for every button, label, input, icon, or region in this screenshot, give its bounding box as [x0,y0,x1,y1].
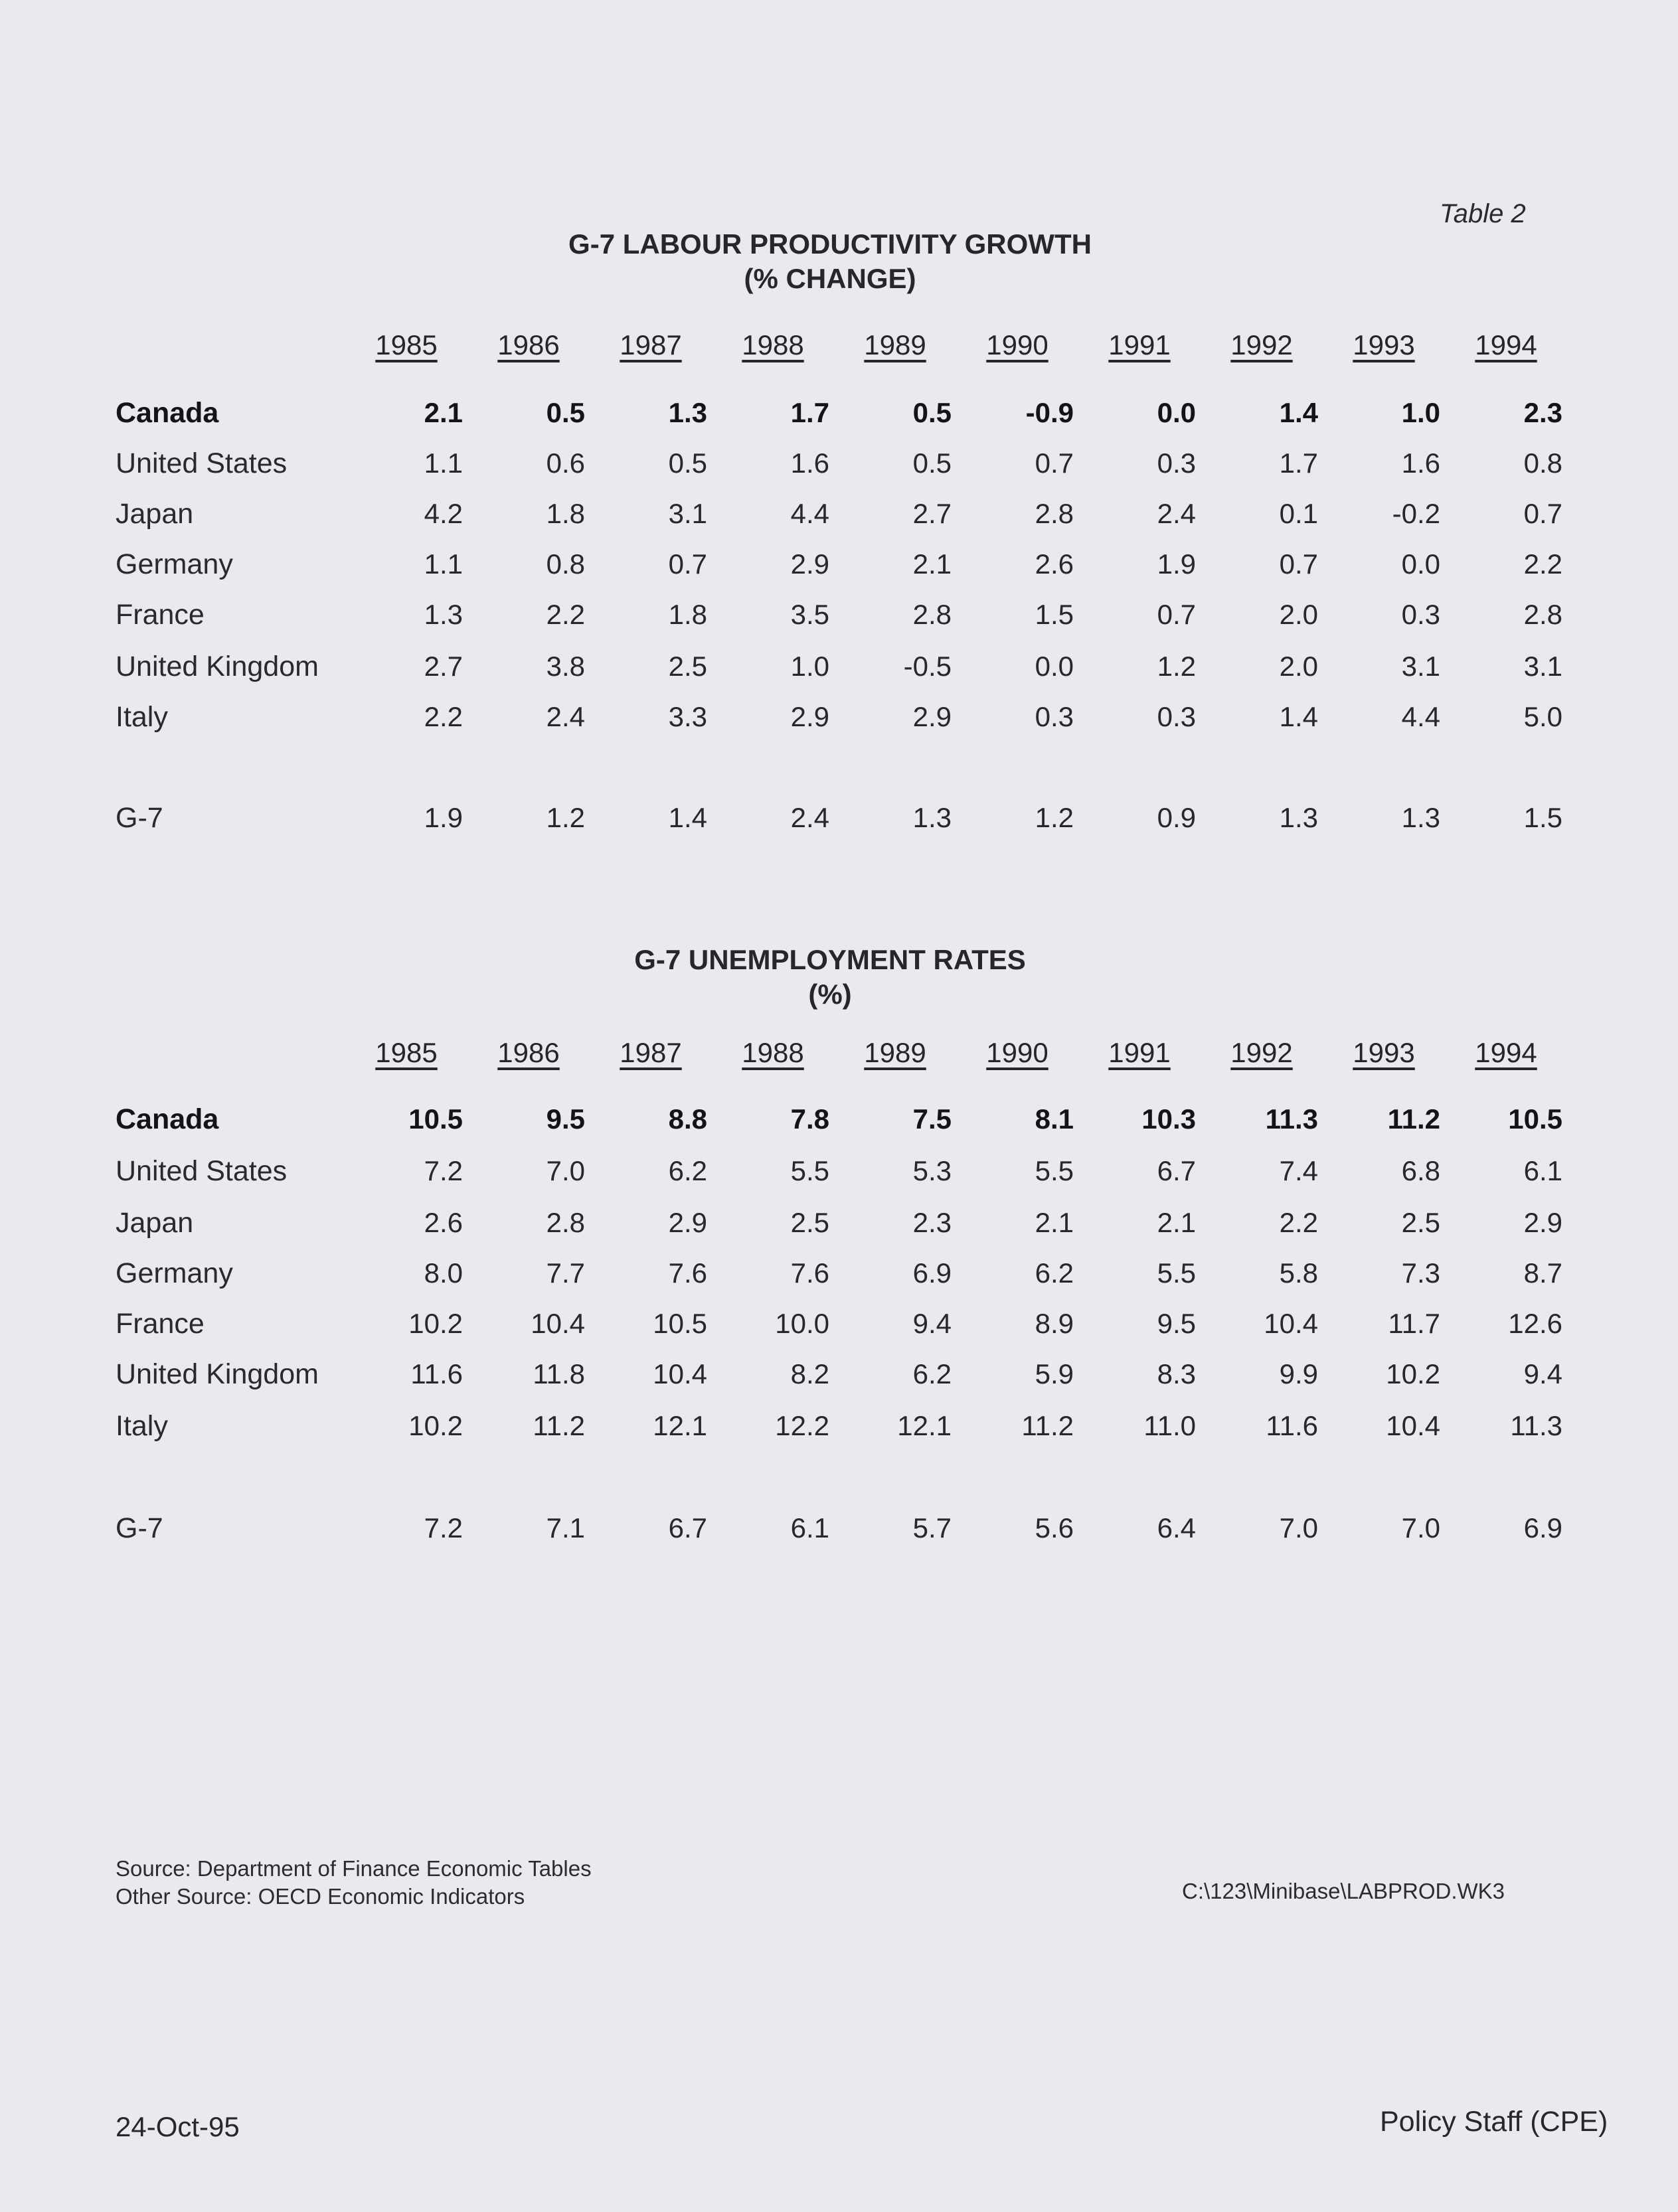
country-label: France [116,1308,205,1340]
value-cell: 1.3 [1279,802,1318,833]
value-cell: 11.6 [410,1358,463,1389]
value-cell: 0.3 [1157,447,1196,479]
year-header: 1985 [375,1037,438,1068]
year-header: 1990 [986,329,1049,360]
value-cell: 1.4 [1279,397,1318,428]
value-cell: 10.2 [1386,1358,1440,1389]
value-cell: 9.5 [546,1103,585,1135]
value-cell: 2.1 [1035,1207,1074,1238]
value-cell: 0.7 [668,548,707,580]
value-cell: 0.0 [1401,548,1440,580]
value-cell: 7.6 [668,1257,707,1289]
year-header: 1988 [742,329,804,360]
value-cell: 2.7 [424,651,463,682]
value-cell: 4.4 [1401,701,1440,732]
country-label: United States [116,1155,288,1187]
table-row [0,1410,1678,1450]
value-cell: 1.7 [790,397,829,428]
year-header: 1990 [986,1037,1049,1068]
value-cell: 7.7 [546,1257,585,1289]
value-cell: 6.7 [1157,1155,1196,1186]
country-label: France [116,599,205,631]
value-cell: 1.8 [546,498,585,529]
year-header: 1993 [1353,1037,1415,1068]
table-row [0,498,1678,538]
footer-department: Policy Staff (CPE) [1380,2106,1608,2138]
value-cell: 11.2 [533,1410,585,1441]
source-note: Source: Department of Finance Economic Tables [116,1856,592,1881]
value-cell: 2.9 [668,1207,707,1238]
value-cell: 1.5 [1035,599,1074,630]
value-cell: 11.2 [1021,1410,1074,1441]
value-cell: 2.4 [790,802,829,833]
value-cell: 12.6 [1508,1308,1562,1339]
value-cell: 6.2 [668,1155,707,1186]
value-cell: 1.3 [1401,802,1440,833]
value-cell: 6.8 [1401,1155,1440,1186]
value-cell: 7.2 [424,1512,463,1543]
country-label: Japan [116,1207,194,1239]
year-header: 1991 [1108,329,1171,360]
value-cell: 8.0 [424,1257,463,1289]
table-row [0,548,1678,588]
value-cell: 1.0 [1401,397,1440,428]
year-header: 1992 [1230,1037,1293,1068]
value-cell: 2.1 [424,397,463,428]
value-cell: 8.3 [1157,1358,1196,1389]
value-cell: 1.6 [1401,447,1440,479]
value-cell: 11.6 [1266,1410,1318,1441]
value-cell: 7.2 [424,1155,463,1186]
country-label: Canada [116,1103,219,1135]
value-cell: 7.3 [1401,1257,1440,1289]
year-header: 1994 [1475,1037,1537,1068]
value-cell: 6.9 [912,1257,952,1289]
value-cell: 3.1 [668,498,707,529]
value-cell: 8.7 [1523,1257,1562,1289]
file-path: C:\123\Minibase\LABPROD.WK3 [1182,1879,1505,1903]
value-cell: 6.2 [1035,1257,1074,1289]
value-cell: 2.8 [912,599,952,630]
value-cell: 1.5 [1523,802,1562,833]
value-cell: 0.3 [1157,701,1196,732]
value-cell: 10.2 [408,1410,463,1441]
value-cell: 5.3 [912,1155,952,1186]
year-header: 1985 [375,329,438,360]
value-cell: 2.6 [424,1207,463,1238]
value-cell: 1.3 [424,599,463,630]
value-cell: 0.3 [1401,599,1440,630]
value-cell: 2.5 [668,651,707,682]
year-header: 1991 [1108,1037,1171,1068]
country-label: Canada [116,397,219,429]
value-cell: 11.7 [1388,1308,1440,1339]
year-header: 1992 [1230,329,1293,360]
value-cell: 11.3 [1510,1410,1562,1441]
country-label: United Kingdom [116,1358,319,1390]
value-cell: 10.2 [408,1308,463,1339]
value-cell: 6.4 [1157,1512,1196,1543]
value-cell: 0.7 [1035,447,1074,479]
country-label: G-7 [116,802,163,834]
value-cell: 9.4 [912,1308,952,1339]
value-cell: 3.8 [546,651,585,682]
value-cell: 2.1 [912,548,952,580]
value-cell: 8.9 [1035,1308,1074,1339]
value-cell: 10.3 [1141,1103,1196,1135]
year-header: 1987 [620,1037,682,1068]
value-cell: 2.8 [1035,498,1074,529]
value-cell: 8.8 [668,1103,707,1135]
value-cell: 10.5 [653,1308,707,1339]
other-source-note: Other Source: OECD Economic Indicators [116,1884,525,1909]
table-title [0,943,1660,1012]
country-label: Germany [116,1257,233,1289]
table-row [0,1103,1678,1143]
value-cell: 5.9 [1035,1358,1074,1389]
value-cell: 0.1 [1279,498,1318,529]
year-header: 1993 [1353,329,1415,360]
value-cell: 2.2 [1279,1207,1318,1238]
value-cell: 10.5 [408,1103,463,1135]
value-cell: 0.7 [1523,498,1562,529]
value-cell: 0.8 [546,548,585,580]
year-header: 1988 [742,1037,804,1068]
year-header-row [0,329,1678,369]
value-cell: 5.5 [1157,1257,1196,1289]
value-cell: 0.0 [1035,651,1074,682]
year-header-row [0,1037,1678,1077]
value-cell: 2.9 [790,548,829,580]
value-cell: 2.2 [1523,548,1562,580]
value-cell: 2.9 [1523,1207,1562,1238]
value-cell: 1.3 [668,397,707,428]
table-number-label: Table 2 [1440,199,1526,228]
country-label: United States [116,447,288,479]
value-cell: 1.8 [668,599,707,630]
footer-date: 24-Oct-95 [116,2111,240,2142]
table-title-main: G-7 UNEMPLOYMENT RATES [634,944,1026,975]
value-cell: -0.2 [1392,498,1440,529]
country-label: Japan [116,498,194,530]
value-cell: 1.6 [790,447,829,479]
country-label: Italy [116,701,168,733]
country-label: United Kingdom [116,651,319,682]
table-row [0,447,1678,487]
country-label: Italy [116,1410,168,1442]
value-cell: 1.7 [1279,447,1318,479]
value-cell: 0.3 [1035,701,1074,732]
value-cell: 11.8 [533,1358,585,1389]
value-cell: 2.7 [912,498,952,529]
value-cell: 2.0 [1279,651,1318,682]
table-row [0,1207,1678,1247]
value-cell: 2.3 [1523,397,1562,428]
value-cell: 0.7 [1157,599,1196,630]
value-cell: 10.4 [531,1308,585,1339]
table-row [0,599,1678,639]
table-row [0,397,1678,437]
table-title-main: G-7 LABOUR PRODUCTIVITY GROWTH [568,228,1092,260]
value-cell: 9.4 [1523,1358,1562,1389]
value-cell: 10.4 [1386,1410,1440,1441]
value-cell: 2.2 [546,599,585,630]
value-cell: 5.8 [1279,1257,1318,1289]
value-cell: 2.2 [424,701,463,732]
value-cell: 10.4 [1264,1308,1318,1339]
value-cell: 7.0 [1401,1512,1440,1543]
g7-total-row [0,802,1678,842]
value-cell: 2.4 [546,701,585,732]
value-cell: 1.4 [668,802,707,833]
value-cell: 3.1 [1523,651,1562,682]
table-row [0,701,1678,741]
value-cell: 2.6 [1035,548,1074,580]
value-cell: 7.4 [1279,1155,1318,1186]
year-header: 1994 [1475,329,1537,360]
country-label: G-7 [116,1512,163,1544]
value-cell: 2.8 [546,1207,585,1238]
value-cell: 12.1 [653,1410,707,1441]
value-cell: 2.9 [912,701,952,732]
value-cell: 4.4 [790,498,829,529]
value-cell: 7.5 [912,1103,952,1135]
value-cell: 0.0 [1157,397,1196,428]
value-cell: 2.5 [790,1207,829,1238]
value-cell: 1.2 [1035,802,1074,833]
value-cell: 1.2 [546,802,585,833]
value-cell: 0.5 [546,397,585,428]
value-cell: 1.2 [1157,651,1196,682]
value-cell: 2.4 [1157,498,1196,529]
table-row [0,1358,1678,1398]
value-cell: 2.3 [912,1207,952,1238]
value-cell: 6.1 [1523,1155,1562,1186]
value-cell: 2.1 [1157,1207,1196,1238]
value-cell: 3.1 [1401,651,1440,682]
value-cell: 7.0 [546,1155,585,1186]
value-cell: 6.7 [668,1512,707,1543]
year-header: 1989 [864,1037,926,1068]
year-header: 1987 [620,329,682,360]
value-cell: 0.8 [1523,447,1562,479]
value-cell: 11.2 [1387,1103,1440,1135]
value-cell: 10.0 [775,1308,829,1339]
value-cell: 1.4 [1279,701,1318,732]
table-title [0,227,1660,296]
value-cell: 1.3 [912,802,952,833]
value-cell: 1.9 [424,802,463,833]
value-cell: 1.9 [1157,548,1196,580]
year-header: 1989 [864,329,926,360]
value-cell: 10.5 [1508,1103,1562,1135]
value-cell: 1.1 [424,447,463,479]
value-cell: 2.5 [1401,1207,1440,1238]
year-header: 1986 [497,1037,560,1068]
value-cell: -0.9 [1025,397,1074,428]
year-header: 1986 [497,329,560,360]
value-cell: 3.5 [790,599,829,630]
value-cell: 8.2 [790,1358,829,1389]
table-row [0,651,1678,690]
table-row [0,1308,1678,1348]
value-cell: 12.2 [775,1410,829,1441]
value-cell: 7.8 [790,1103,829,1135]
value-cell: 8.1 [1035,1103,1074,1135]
g7-total-row [0,1512,1678,1552]
table-row [0,1257,1678,1297]
value-cell: 9.9 [1279,1358,1318,1389]
value-cell: 12.1 [897,1410,952,1441]
value-cell: 11.0 [1143,1410,1196,1441]
value-cell: 7.1 [546,1512,585,1543]
value-cell: 2.8 [1523,599,1562,630]
value-cell: 2.9 [790,701,829,732]
value-cell: 5.7 [912,1512,952,1543]
value-cell: 6.2 [912,1358,952,1389]
value-cell: 0.5 [668,447,707,479]
value-cell: 5.5 [790,1155,829,1186]
value-cell: 2.0 [1279,599,1318,630]
value-cell: 6.1 [790,1512,829,1543]
value-cell: 3.3 [668,701,707,732]
value-cell: 0.9 [1157,802,1196,833]
value-cell: 11.3 [1265,1103,1318,1135]
value-cell: 0.5 [912,447,952,479]
value-cell: -0.5 [903,651,952,682]
table-title-unit: (% CHANGE) [744,263,916,294]
value-cell: 0.7 [1279,548,1318,580]
value-cell: 5.0 [1523,701,1562,732]
value-cell: 1.0 [790,651,829,682]
country-label: Germany [116,548,233,580]
value-cell: 4.2 [424,498,463,529]
value-cell: 0.6 [546,447,585,479]
value-cell: 7.0 [1279,1512,1318,1543]
table-title-unit: (%) [808,979,852,1010]
value-cell: 0.5 [912,397,952,428]
value-cell: 5.5 [1035,1155,1074,1186]
value-cell: 10.4 [653,1358,707,1389]
value-cell: 6.9 [1523,1512,1562,1543]
value-cell: 9.5 [1157,1308,1196,1339]
value-cell: 1.1 [424,548,463,580]
value-cell: 7.6 [790,1257,829,1289]
table-row [0,1155,1678,1195]
value-cell: 5.6 [1035,1512,1074,1543]
